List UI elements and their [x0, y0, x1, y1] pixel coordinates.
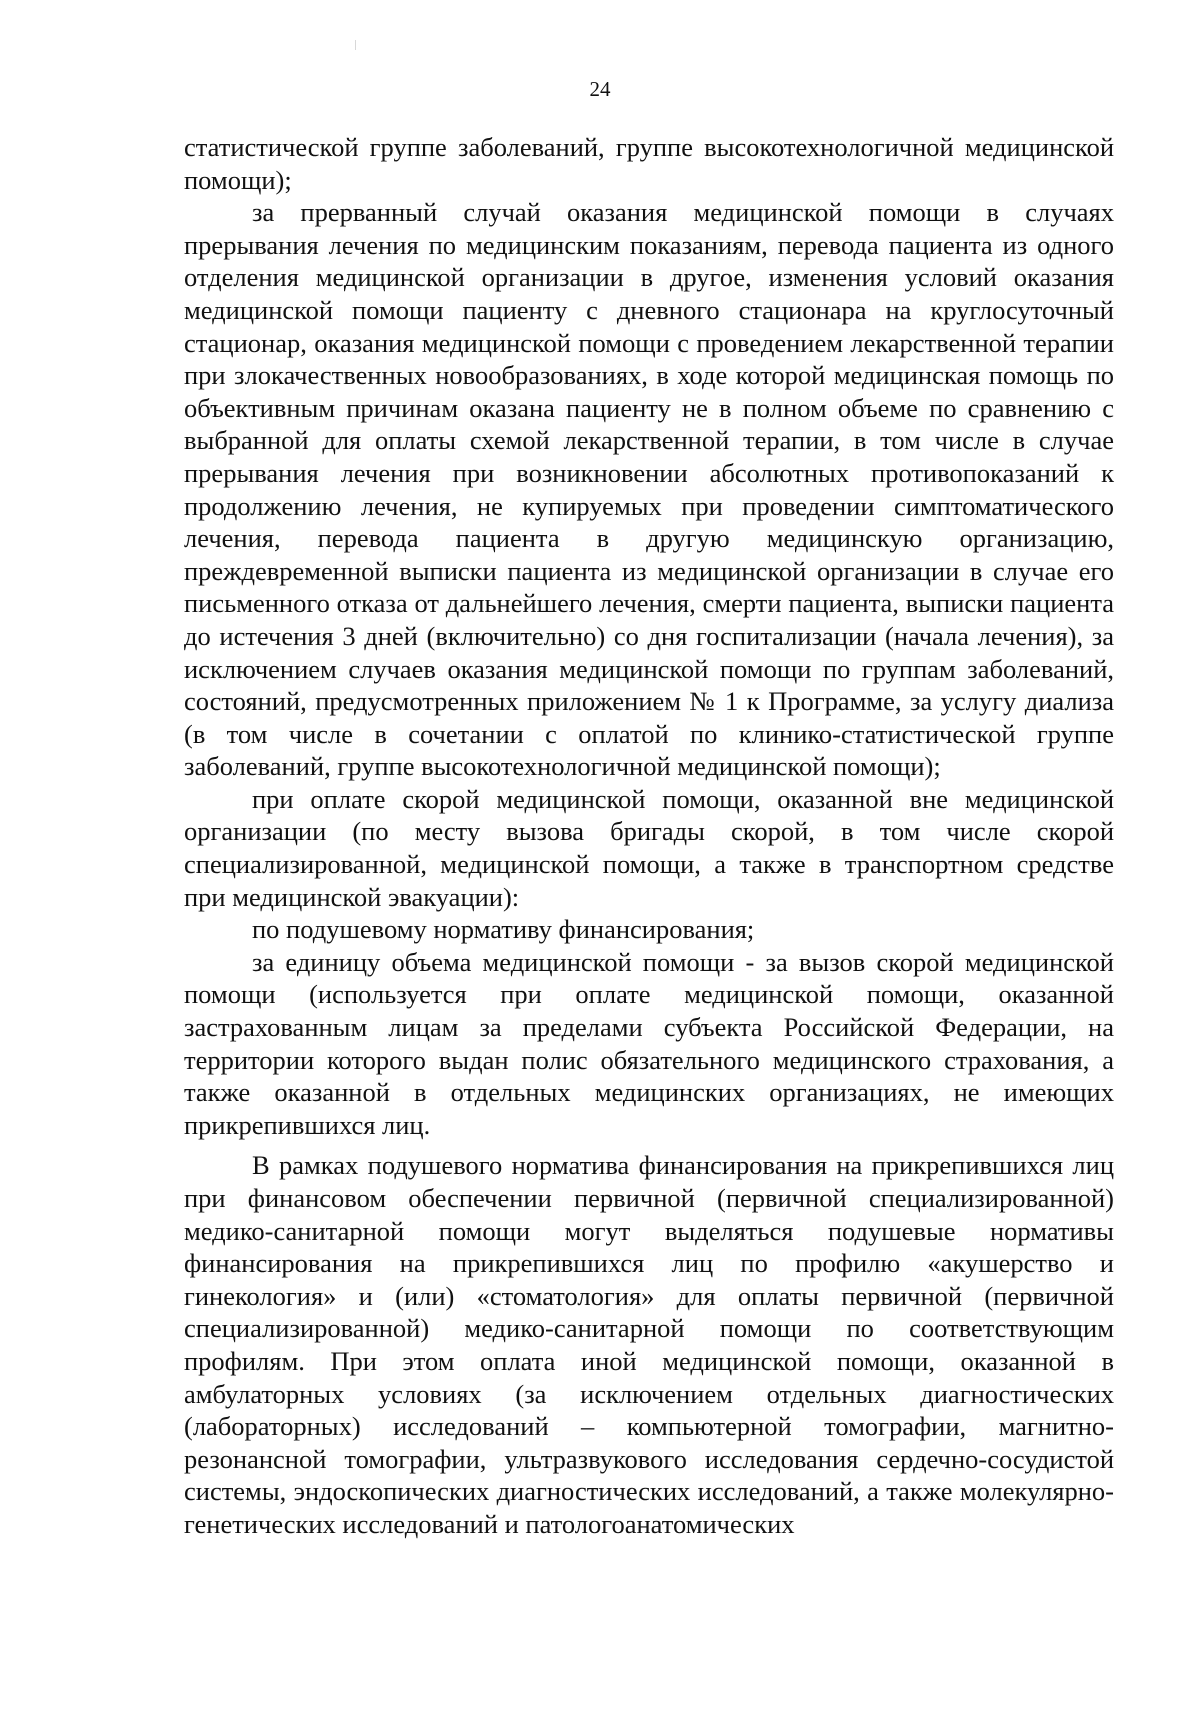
paragraph-interrupted-case: за прерванный случай оказания медицинской помощи в случаях прерывания лечения по медицинским показаниям, перевода пациента из одного отделения медицинской организации в другое, изменения условий оказания медицинской помощи пациенту с дневного стационара на круглосуточный стационар, оказания медицинской помощи с проведением лекарственной терапии при злокачественных новообразованиях, в ходе которой медицинская помощь по объективным причинам оказана пациенту не в полном объеме по сравнению с выбранной для оплаты схемой лекарственной терапии, в том числе в случае прерывания лечения при возникновении абсолютных противопоказаний к продолжению лечения, не купируемых при проведении симптоматического лечения, перевода пациента в другую медицинскую организацию, преждевременной выписки пациента из медицинской организации в случае его письменного отказа от дальнейшего лечения, смерти пациента, выписки пациента до истечения 3 дней (включительно) со дня госпитализации (начала лечения), за исключением случаев оказания медицинской помощи по группам заболеваний, состояний, предусмотренных приложением № 1 к Программе, за услугу диализа (в том числе в сочетании с оплатой по клинико-статистической группе заболеваний, группе высокотехнологичной медицинской помощи);: [184, 197, 1114, 782]
scan-artifact: [355, 40, 356, 50]
paragraph-unit-of-volume: за единицу объема медицинской помощи - за вызов скорой медицинской помощи (используется при оплате медицинской помощи, оказанной застрахованным лицам за пределами субъекта Российской Федерации, на территории которого выдан полис обязательного медицинского страхования, а также оказанной в отдельных медицинских организациях, не имеющих прикрепившихся лиц.: [184, 946, 1114, 1140]
page-number: 24: [589, 77, 611, 101]
paragraph-emergency-care-payment: при оплате скорой медицинской помощи, оказанной вне медицинской организации (по месту вызова бригады скорой, в том числе скорой специализированной, медицинской помощи, а также в транспортном средстве при медицинской эвакуации):: [184, 783, 1114, 912]
paragraph-continuation: статистической группе заболеваний, группе высокотехнологичной медицинской помощи);: [184, 132, 1114, 195]
paragraph-per-capita-standard: по подушевому нормативу финансирования;: [252, 914, 755, 945]
paragraph-per-capita-framework: В рамках подушевого норматива финансирования на прикрепившихся лиц при финансовом обеспечении первичной (первичной специализированной) медико-санитарной помощи могут выделяться подушевые нормативы финансирования на прикрепившихся лиц по профилю «акушерство и гинекология» и (или) «стоматология» для оплаты первичной (первичной специализированной) медико-санитарной помощи по соответствующим профилям. При этом оплата иной медицинской помощи, оказанной в амбулаторных условиях (за исключением отдельных диагностических (лабораторных) исследований – компьютерной томографии, магнитно-резонансной томографии, ультразвукового исследования сердечно-сосудистой системы, эндоскопических диагностических исследований, а также молекулярно-генетических исследований и патологоанатомических: [184, 1150, 1114, 1539]
document-body: [184, 131, 1114, 1541]
